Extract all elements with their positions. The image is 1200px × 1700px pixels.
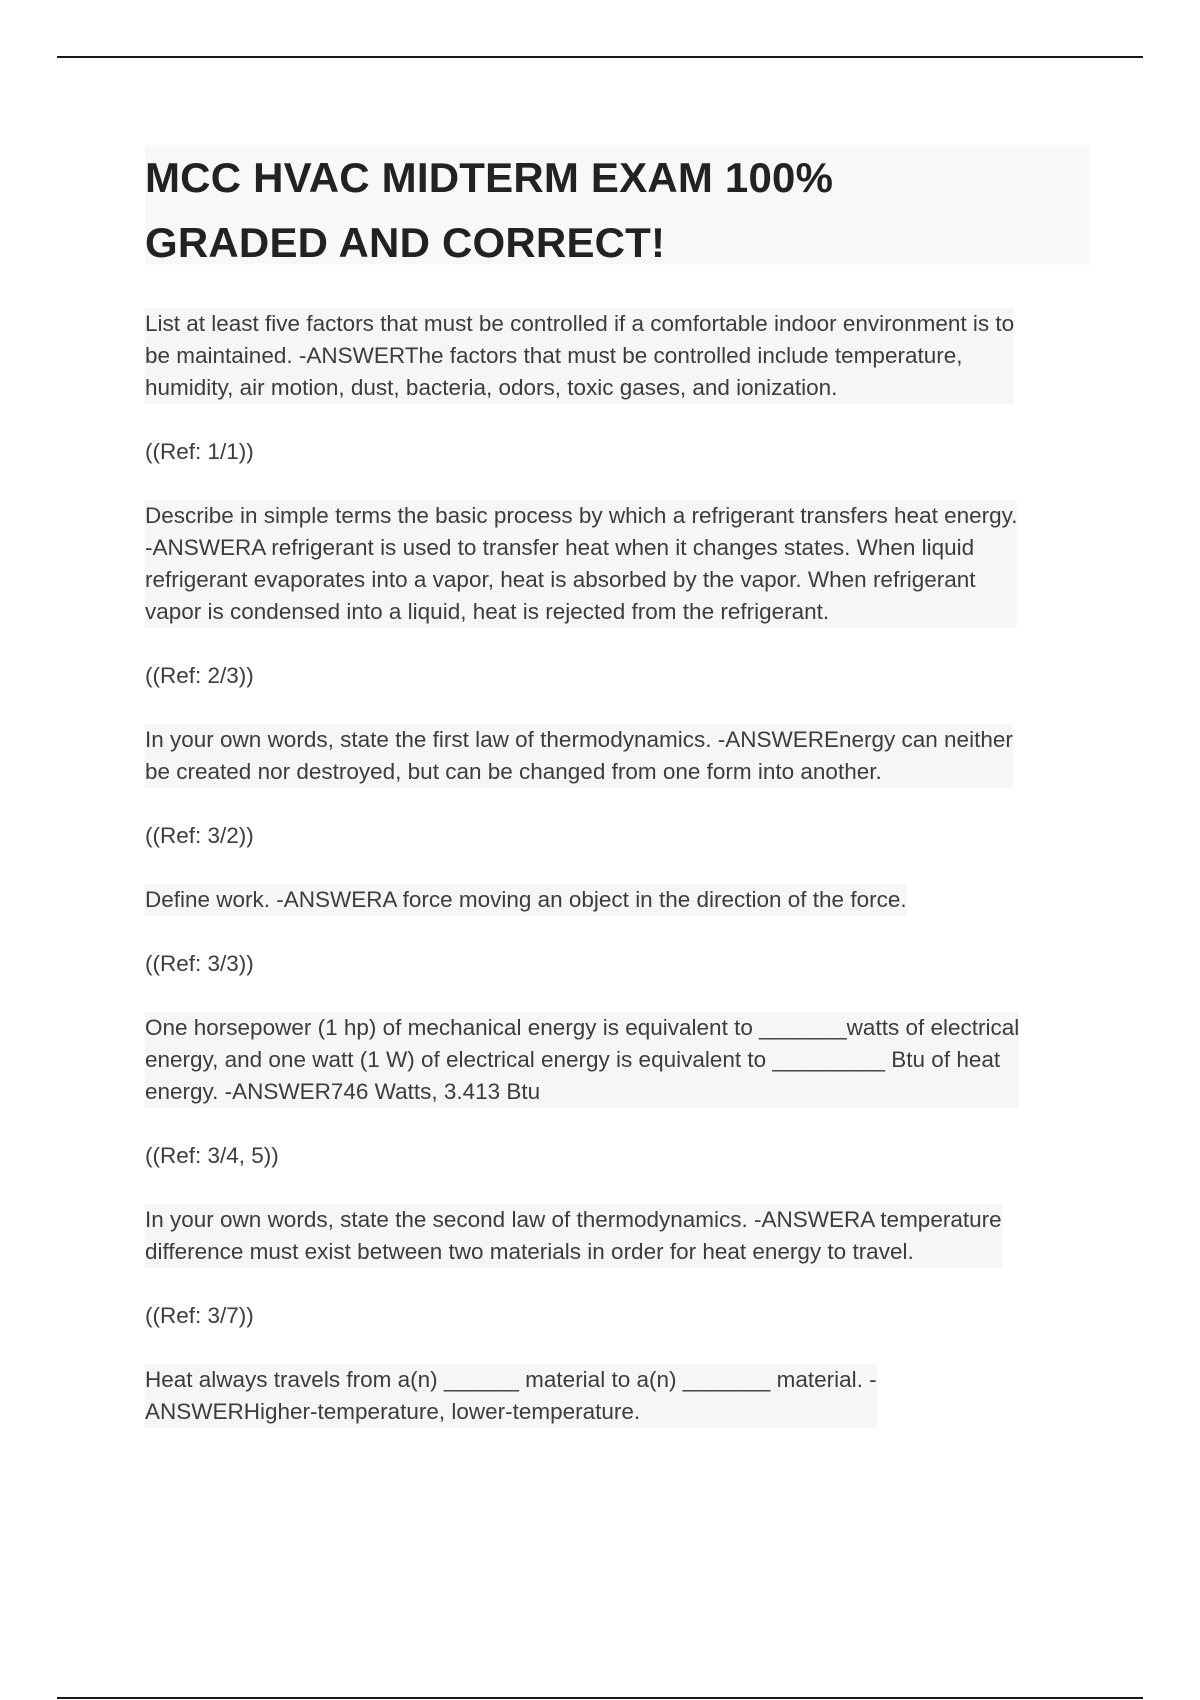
qa-text: [145, 308, 1014, 404]
qa-text: [145, 1012, 1019, 1108]
qa-text: [145, 500, 1017, 628]
top-divider: [57, 56, 1143, 58]
qa-line: Describe in simple terms the basic process by which a refrigerant transfers heat energy.: [145, 503, 1018, 528]
qa-item-7: [145, 1364, 1095, 1428]
qa-line: In your own words, state the first law of thermodynamics. -ANSWEREnergy can neither: [145, 727, 1013, 752]
reference: ((Ref: 3/3)): [145, 951, 254, 976]
qa-item-2: [145, 500, 1095, 628]
qa-line: In your own words, state the second law of thermodynamics. -ANSWERA temperature: [145, 1207, 1002, 1232]
qa-line: be maintained. -ANSWERThe factors that must be controlled include temperature,: [145, 343, 963, 368]
qa-text: [145, 884, 907, 916]
qa-text: [145, 1364, 877, 1428]
bottom-divider: [57, 1697, 1143, 1699]
qa-item-5: [145, 1012, 1095, 1108]
qa-item-1: [145, 308, 1095, 404]
reference: ((Ref: 3/2)): [145, 823, 254, 848]
qa-list: [145, 308, 1095, 1460]
title-block: [145, 145, 1090, 265]
qa-line: ANSWERHigher-temperature, lower-temperature.: [145, 1399, 641, 1424]
qa-line: List at least five factors that must be controlled if a comfortable indoor environment is to: [145, 311, 1015, 336]
qa-item-3: [145, 724, 1095, 788]
qa-line: energy. -ANSWER746 Watts, 3.413 Btu: [145, 1079, 541, 1104]
qa-line: -ANSWERA refrigerant is used to transfer heat when it changes states. When liquid: [145, 535, 975, 560]
qa-item-6: [145, 1204, 1095, 1268]
qa-line: difference must exist between two materials in order for heat energy to travel.: [145, 1239, 914, 1264]
reference: ((Ref: 3/7)): [145, 1303, 254, 1328]
qa-line: refrigerant evaporates into a vapor, heat is absorbed by the vapor. When refrigerant: [145, 567, 976, 592]
reference: ((Ref: 3/4, 5)): [145, 1143, 279, 1168]
qa-line: energy, and one watt (1 W) of electrical energy is equivalent to _________ Btu of heat: [145, 1047, 1001, 1072]
reference: ((Ref: 1/1)): [145, 439, 254, 464]
qa-line: humidity, air motion, dust, bacteria, odors, toxic gases, and ionization.: [145, 375, 838, 400]
qa-text: [145, 724, 1013, 788]
qa-line: vapor is condensed into a liquid, heat is rejected from the refrigerant.: [145, 599, 830, 624]
qa-line: Define work. -ANSWERA force moving an object in the direction of the force.: [145, 887, 907, 912]
qa-line: be created nor destroyed, but can be changed from one form into another.: [145, 759, 882, 784]
qa-item-4: [145, 884, 1095, 916]
document-title: [145, 145, 1090, 275]
qa-line: One horsepower (1 hp) of mechanical energy is equivalent to _______watts of electrical: [145, 1015, 1020, 1040]
qa-text: [145, 1204, 1002, 1268]
reference: ((Ref: 2/3)): [145, 663, 254, 688]
title-line: GRADED AND CORRECT!: [145, 219, 666, 266]
qa-line: Heat always travels from a(n) ______ material to a(n) _______ material. -: [145, 1367, 877, 1392]
title-line: MCC HVAC MIDTERM EXAM 100%: [145, 154, 834, 201]
